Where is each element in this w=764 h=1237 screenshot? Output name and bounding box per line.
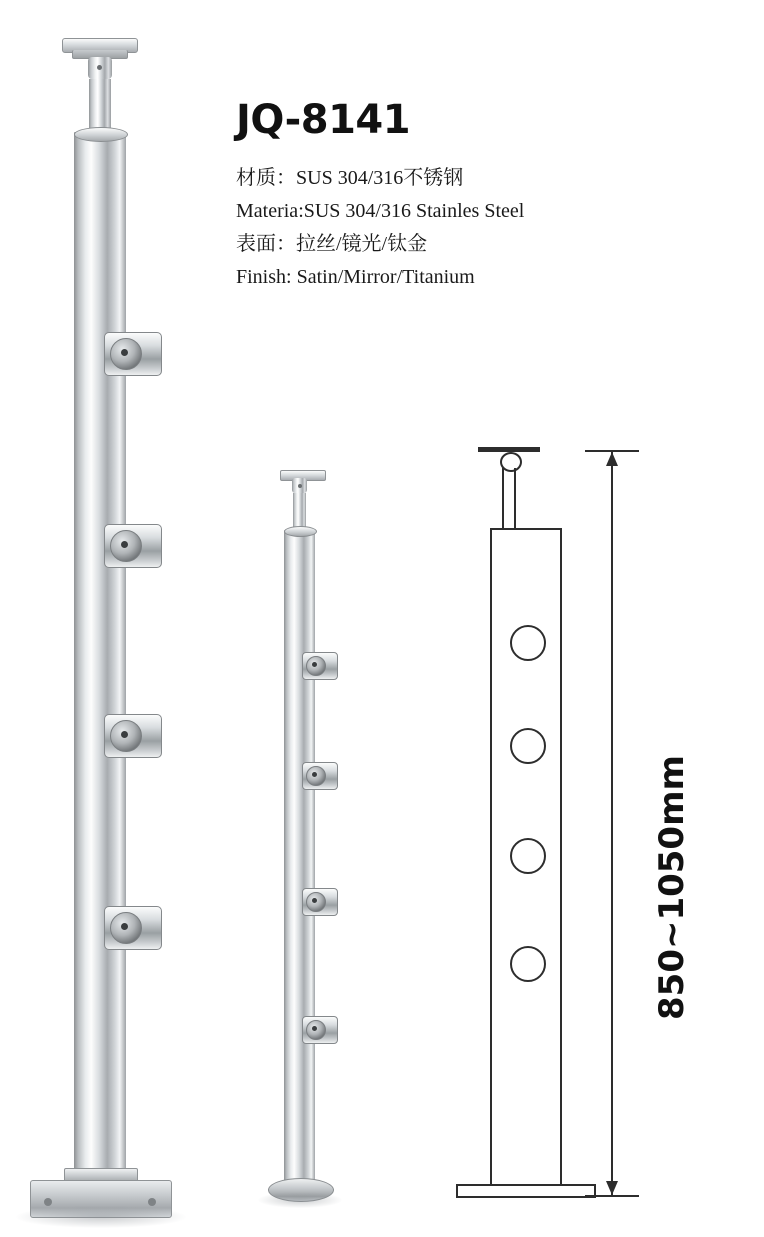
base-bolt-hole-icon [44, 1198, 52, 1206]
drawing-clamp-hole [510, 625, 546, 661]
drawing-small-tube-right [514, 468, 516, 528]
base-shadow [258, 1192, 342, 1208]
swivel-pin-icon [97, 65, 102, 70]
base-bolt-hole-icon [148, 1198, 156, 1206]
drawing-clamp-hole [510, 728, 546, 764]
drawing-base-left [456, 1184, 458, 1198]
dimension-line-vertical [611, 450, 613, 1197]
drawing-small-tube-left [502, 468, 504, 528]
drawing-clamp-hole [510, 838, 546, 874]
spec-line-finish-en: Finish: Satin/Mirror/Titanium [236, 266, 475, 288]
drawing-main-tube-right [560, 528, 562, 1184]
dimension-label: 850~1050mm [652, 755, 692, 1020]
dimension-arrow-top-icon [606, 452, 618, 466]
spec-line-finish-cn: 表面：拉丝/镜光/钛金 [236, 233, 428, 255]
drawing-main-tube-left [490, 528, 492, 1184]
page-title: JQ-8141 [236, 97, 411, 143]
main-tube [284, 530, 315, 1185]
drawing-base-top [456, 1184, 596, 1186]
base-shadow [16, 1206, 186, 1228]
left-post-figure [0, 0, 230, 1237]
swivel-pin-icon [298, 484, 302, 488]
technical-drawing-figure [440, 0, 764, 1237]
drawing-main-tube-top [490, 528, 562, 530]
spec-line-material-en: Materia:SUS 304/316 Stainles Steel [236, 200, 525, 222]
main-tube-top-collar [74, 127, 128, 142]
dimension-arrow-bottom-icon [606, 1181, 618, 1195]
drawing-base-bottom [456, 1196, 596, 1198]
middle-post-figure [250, 0, 390, 1237]
dimension-tick-bottom [585, 1195, 639, 1197]
main-tube [74, 132, 126, 1177]
spec-line-material-cn: 材质：SUS 304/316不锈钢 [236, 167, 464, 189]
main-tube-top-collar [284, 526, 317, 537]
drawing-clamp-hole [510, 946, 546, 982]
